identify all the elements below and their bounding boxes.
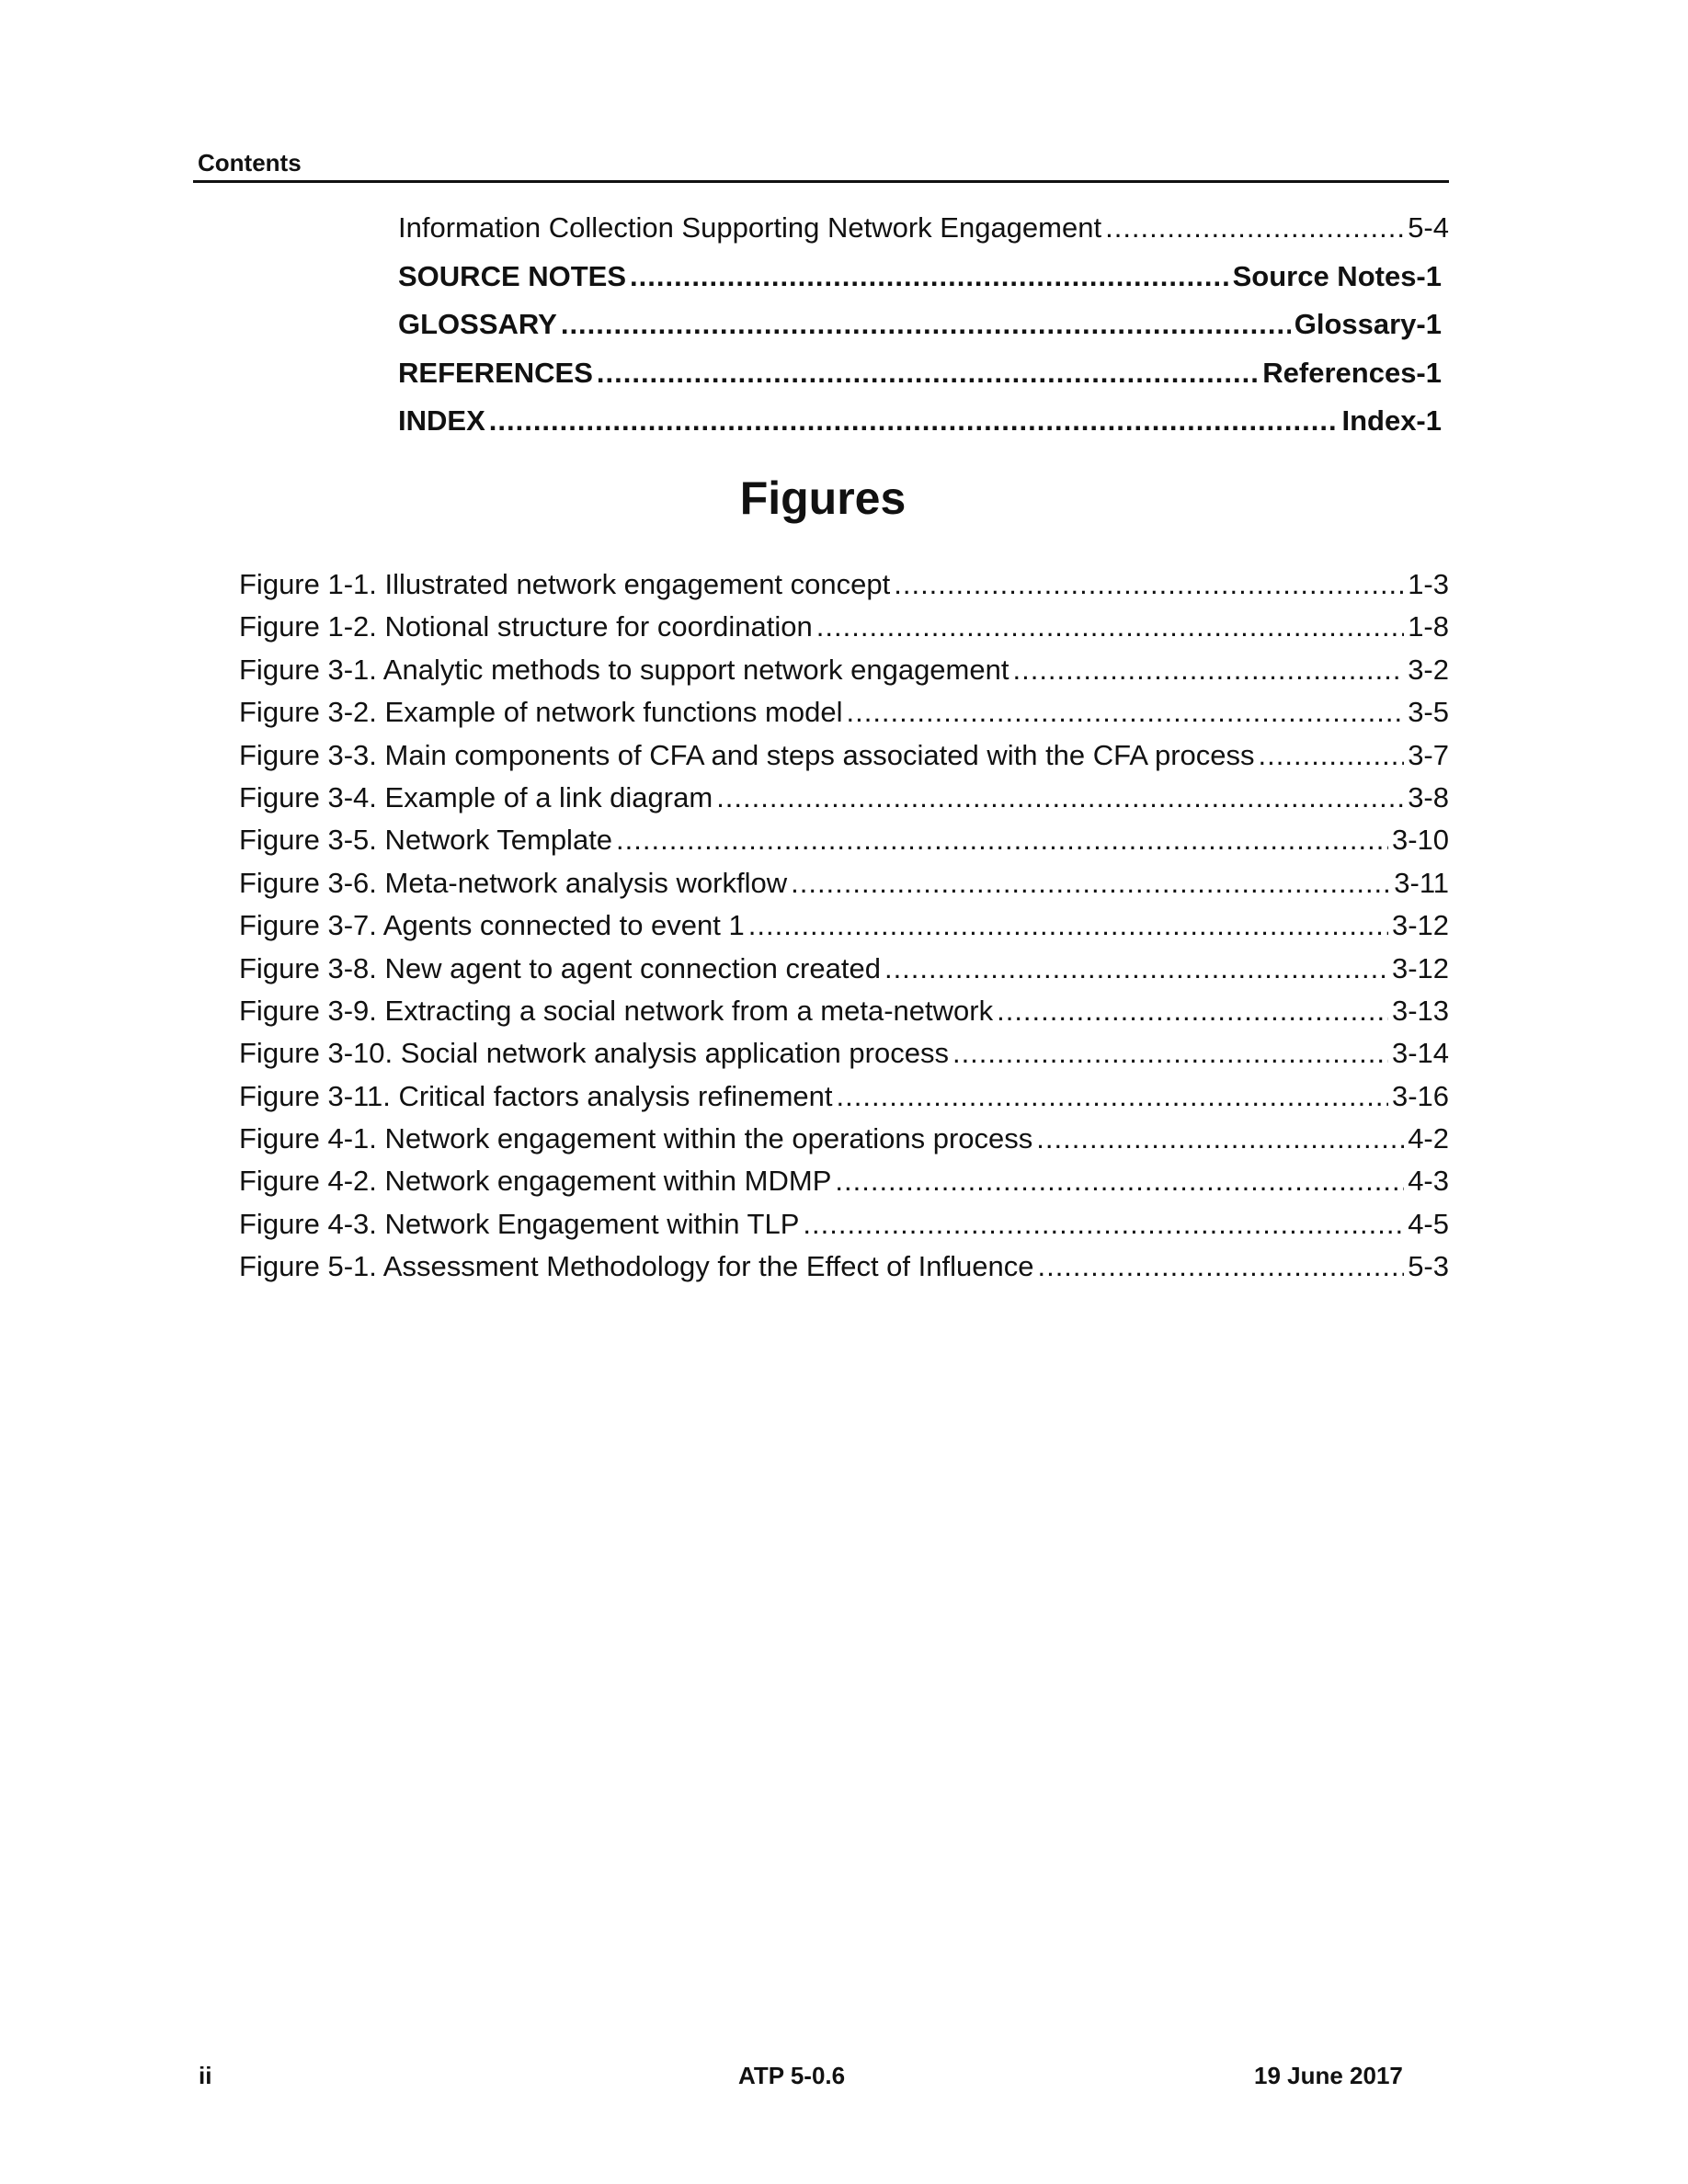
dot-leader [997, 993, 1388, 1029]
dot-leader [716, 779, 1404, 816]
dot-leader [489, 403, 1339, 439]
figure-entry-label: Figure 3-4. Example of a link diagram [239, 780, 713, 813]
toc-entry-label: SOURCE NOTES [398, 259, 627, 292]
toc-entry[interactable] [398, 306, 1442, 355]
figure-entry[interactable] [239, 1206, 1449, 1248]
figure-entry-label: Figure 4-2. Network engagement within MDMP [239, 1165, 832, 1198]
header-title: Contents [198, 149, 302, 176]
figure-entry-page: 4-3 [1408, 1165, 1449, 1198]
figure-entry[interactable] [239, 993, 1449, 1035]
figure-entry[interactable] [239, 865, 1449, 907]
figure-entry-page: 3-12 [1391, 951, 1449, 984]
dot-leader [952, 1035, 1388, 1072]
figure-entry[interactable] [239, 609, 1449, 651]
figures-heading: Figures [739, 472, 907, 524]
figure-entry-label: Figure 4-1. Network engagement within the operations process [239, 1122, 1033, 1155]
toc-entry-page: Glossary-1 [1294, 308, 1442, 340]
dot-leader [1037, 1248, 1404, 1285]
figure-entry-page: 4-2 [1408, 1122, 1449, 1155]
figure-entry-label: Figure 4-3. Network Engagement within TLP [239, 1207, 800, 1240]
figure-entry-page: 3-2 [1408, 653, 1449, 686]
figure-entry[interactable] [239, 822, 1449, 864]
figure-entry-label: Figure 1-1. Illustrated network engagement concept [239, 568, 891, 600]
figure-entry[interactable] [239, 1163, 1449, 1205]
dot-leader [884, 950, 1388, 987]
running-header [193, 147, 1449, 183]
dot-leader [1036, 1120, 1404, 1157]
figure-entry-page: 3-8 [1408, 780, 1449, 813]
toc-entry[interactable] [398, 355, 1442, 404]
toc-entry[interactable] [398, 403, 1442, 451]
figure-entry[interactable] [239, 1248, 1449, 1291]
dot-leader [1105, 210, 1404, 246]
toc-entry-label: INDEX [398, 404, 485, 437]
figure-entry-label: Figure 3-1. Analytic methods to support network engagement [239, 653, 1009, 686]
figure-entry[interactable] [239, 566, 1449, 609]
dot-leader [803, 1206, 1404, 1243]
dot-leader [1012, 652, 1404, 688]
figure-entry[interactable] [239, 694, 1449, 736]
toc-entry[interactable] [398, 210, 1449, 258]
toc-entry-label: GLOSSARY [398, 308, 557, 340]
figure-entry[interactable] [239, 1120, 1449, 1163]
figure-entry-label: Figure 3-7. Agents connected to event 1 [239, 909, 745, 942]
toc-continuation [398, 210, 1449, 451]
figure-entry-page: 3-14 [1391, 1037, 1449, 1070]
figure-entry-label: Figure 3-8. New agent to agent connection created [239, 951, 881, 984]
toc-entry[interactable] [398, 258, 1442, 307]
toc-entry-label: REFERENCES [398, 356, 593, 389]
figure-entry-page: 3-16 [1391, 1079, 1449, 1112]
figure-entry-label: Figure 3-10. Social network analysis application process [239, 1037, 949, 1070]
footer-date: 19 June 2017 [1254, 2062, 1403, 2089]
figure-entry[interactable] [239, 779, 1449, 822]
figure-entry[interactable] [239, 950, 1449, 993]
toc-entry-page: Source Notes-1 [1232, 259, 1442, 292]
dot-leader [748, 907, 1388, 944]
footer-publication: ATP 5-0.6 [738, 2062, 846, 2089]
dot-leader [561, 306, 1291, 343]
dot-leader [791, 865, 1390, 902]
figure-entry-page: 3-12 [1391, 909, 1449, 942]
figure-entry-label: Figure 3-11. Critical factors analysis refinement [239, 1079, 833, 1112]
figure-entry[interactable] [239, 1078, 1449, 1120]
figure-entry-page: 3-13 [1391, 994, 1449, 1027]
dot-leader [835, 1163, 1404, 1200]
figure-entry[interactable] [239, 907, 1449, 950]
dot-leader [630, 258, 1229, 295]
toc-entry-label: Information Collection Supporting Network Engagement [398, 211, 1102, 244]
figure-entry-label: Figure 1-2. Notional structure for coordination [239, 610, 813, 643]
figure-entry-page: 3-7 [1408, 738, 1449, 771]
figure-entry-label: Figure 5-1. Assessment Methodology for the Effect of Influence [239, 1250, 1034, 1283]
figure-entry-page: 3-10 [1391, 824, 1449, 857]
figure-entry-label: Figure 3-3. Main components of CFA and steps associated with the CFA process [239, 738, 1255, 771]
figure-entry[interactable] [239, 652, 1449, 694]
dot-leader [837, 1078, 1388, 1115]
dot-leader [616, 822, 1388, 859]
figure-entry-page: 3-11 [1394, 866, 1449, 899]
figure-entry-page: 1-3 [1408, 568, 1449, 600]
figure-entry-label: Figure 3-5. Network Template [239, 824, 613, 857]
figure-entry-label: Figure 3-9. Extracting a social network from a meta-network [239, 994, 994, 1027]
dot-leader [894, 566, 1404, 603]
list-of-figures [239, 566, 1449, 1291]
dot-leader [1259, 737, 1405, 774]
figure-entry-page: 3-5 [1408, 696, 1449, 729]
figure-entry[interactable] [239, 737, 1449, 779]
toc-entry-page: References-1 [1262, 356, 1442, 389]
dot-leader [816, 609, 1404, 645]
dot-leader [846, 694, 1404, 731]
figure-entry-label: Figure 3-2. Example of network functions model [239, 696, 843, 729]
figure-entry-page: 1-8 [1408, 610, 1449, 643]
footer-page-number: ii [199, 2062, 212, 2089]
figure-entry[interactable] [239, 1035, 1449, 1077]
dot-leader [597, 355, 1259, 392]
figure-entry-page: 4-5 [1408, 1207, 1449, 1240]
figure-entry-label: Figure 3-6. Meta-network analysis workflow [239, 866, 788, 899]
toc-entry-page: 5-4 [1408, 211, 1449, 244]
figure-entry-page: 5-3 [1408, 1250, 1449, 1283]
toc-entry-page: Index-1 [1341, 404, 1442, 437]
